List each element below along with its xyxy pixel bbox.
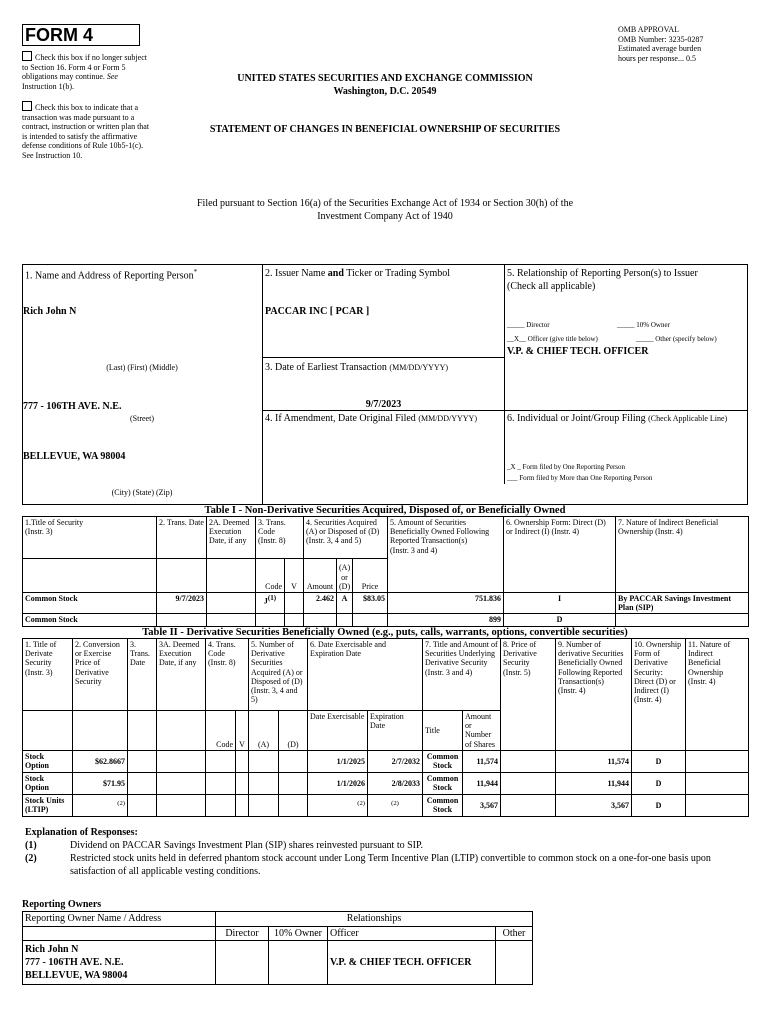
box6-label (507, 413, 745, 426)
table-row (23, 941, 533, 985)
t2-sub-exp: Expiration Date (368, 711, 423, 751)
t1-r0-price: $83.05 (353, 593, 388, 614)
officer-title: V.P. & CHIEF TECH. OFFICER (507, 346, 649, 357)
relationship-director[interactable]: _____ Director (507, 321, 550, 329)
t1-r0-title: Common Stock (23, 593, 157, 614)
filed-line-1: Filed pursuant to Section 16(a) of the Securities Exchange Act of 1934 or Section 30(h) of the (196, 198, 574, 209)
t2-r0-exer: 1/1/2025 (308, 750, 368, 772)
t2-r2-c3 (128, 794, 157, 816)
box5-label-text: 5. Relationship of Reporting Person(s) to Issuer (507, 268, 698, 279)
t2-r2-nature (686, 794, 749, 816)
t2-h8: 8. Price of Derivative Security (Instr. 5) (501, 639, 556, 751)
t2-h4: 4. Trans. Code (Instr. 8) (206, 639, 249, 711)
t2-r1-form: D (632, 772, 686, 794)
t2-r2-title: Stock Units (LTIP) (23, 794, 73, 816)
t2-r0-title: Stock Option (23, 750, 73, 772)
t2-r1-a (249, 772, 279, 794)
t1-h7: 7. Nature of Indirect Beneficial Ownership (Instr. 4) (616, 517, 749, 593)
t2-sub-empty3 (128, 711, 157, 751)
owners-sub-empty (23, 926, 216, 941)
owners-col-name: Reporting Owner Name / Address (23, 912, 216, 927)
box2-label-and: and (327, 268, 344, 279)
t2-r2-price8 (501, 794, 556, 816)
t1-h1: 1.Title of Security (Instr. 3) (23, 517, 157, 559)
t1-sub-price: Price (353, 559, 388, 593)
box3-label (265, 362, 505, 375)
t2-h5: 5. Number of Derivative Securities Acquired (A) or Disposed of (D) (Instr. 3, 4 and 5) (249, 639, 308, 711)
t2-h7: 7. Title and Amount of Securities Underlying Derivative Security (Instr. 3 and 4) (423, 639, 501, 711)
t1-r1-owned: 899 (388, 614, 504, 626)
t1-sub-empty2 (157, 559, 207, 593)
t1-sub-aord: (A) or (D) (337, 559, 353, 593)
box3-label-small: (MM/DD/YYYY) (389, 363, 449, 372)
t1-r1-title: Common Stock (23, 614, 157, 626)
checkbox1-see: See (106, 72, 118, 82)
owner-officer: V.P. & CHIEF TECH. OFFICER (328, 941, 496, 985)
t1-r1-price (353, 614, 388, 626)
table2-title: Table II - Derivative Securities Beneficially Owned (e.g., puts, calls, warrants, options, convertible securities) (142, 627, 628, 638)
owner-name-address (23, 941, 216, 985)
owners-col-relationships: Relationships (216, 912, 533, 927)
t2-r0-owned: 11,574 (556, 750, 632, 772)
omb-line-2: OMB Number: 3235-0287 (618, 34, 704, 44)
agency-location: Washington, D.C. 20549 (333, 86, 437, 97)
checkbox-no-longer-subject (22, 51, 152, 91)
t1-r0-code-note: (1) (267, 594, 277, 602)
reporting-person-street: 777 - 106TH AVE. N.E. (23, 401, 122, 412)
t2-h9: 9. Number of derivative Securities Beneficially Owned Following Reported Transaction(s) (Instr. 4) (556, 639, 632, 751)
box1-label-mark: * (193, 268, 198, 276)
t2-r0-exp: 2/7/2032 (368, 750, 423, 772)
box1-label (25, 268, 260, 283)
table2 (22, 638, 749, 817)
t2-r0-price: $62.8667 (73, 750, 128, 772)
t2-r2-d (279, 794, 308, 816)
t1-r0-v (285, 593, 304, 614)
t2-sub-empty1 (23, 711, 73, 751)
t2-r2-price (73, 794, 128, 816)
t2-h11: 11. Nature of Indirect Beneficial Ownership (Instr. 4) (686, 639, 749, 751)
t2-r2-exp-note: (2) (391, 799, 399, 807)
t1-h3: 3. Trans. Code (Instr. 8) (256, 517, 304, 559)
t1-r1-form: D (504, 614, 616, 626)
t2-r2-v (236, 794, 249, 816)
t1-r1-code (256, 614, 285, 626)
explanation-title: Explanation of Responses: (25, 827, 138, 838)
owners-col-other: Other (496, 926, 533, 941)
t1-sub-empty1 (23, 559, 157, 593)
t1-sub-code: Code (256, 559, 285, 593)
explanation-num-1: (1) (25, 840, 37, 851)
earliest-transaction-date: 9/7/2023 (365, 399, 402, 410)
box5-label-text2: (Check all applicable) (507, 280, 596, 292)
t1-r1-deemed (207, 614, 256, 626)
relationship-other[interactable]: _____ Other (specify below) (636, 335, 717, 343)
t1-r0-owned: 751.836 (388, 593, 504, 614)
t2-r1-code (206, 772, 236, 794)
box2-label-b: Ticker or Trading Symbol (346, 268, 451, 279)
t1-r0-aord: A (337, 593, 353, 614)
t2-r2-exer-note: (2) (357, 799, 366, 807)
checkbox-rule-10b5 (22, 101, 152, 161)
t2-r2-uamt: 3,567 (463, 794, 501, 816)
t1-r0-amount: 2.462 (304, 593, 337, 614)
t2-r0-code (206, 750, 236, 772)
t2-r2-code (206, 794, 236, 816)
t2-r0-nature (686, 750, 749, 772)
box6-label-text: 6. Individual or Joint/Group Filing (507, 413, 646, 424)
t2-sub-empty2 (73, 711, 128, 751)
filing-multiple[interactable]: ___ Form filed by More than One Reporting Person (507, 474, 653, 482)
t2-r2-exp (368, 794, 423, 816)
checkbox1-text: Check this box if no longer subject to Section 16. Form 4 or Form 5 obligations may continue. (22, 53, 147, 82)
t2-h1: 1. Title of Derivate Security (Instr. 3) (23, 639, 73, 711)
t2-r1-utitle: Common Stock (423, 772, 463, 794)
t2-r2-price-note: (2) (117, 799, 125, 807)
street-caption: (Street) (130, 414, 154, 423)
t1-h2: 2. Trans. Date (157, 517, 207, 559)
t2-r0-utitle: Common Stock (423, 750, 463, 772)
owner-city: BELLEVUE, WA 98004 (25, 970, 128, 981)
box4-label-small: (MM/DD/YYYY) (418, 414, 477, 423)
t2-r1-exp: 2/8/2033 (368, 772, 423, 794)
box5-label (507, 268, 745, 293)
t2-sub-exer: Date Exercisable (308, 711, 368, 751)
box4-label-text: 4. If Amendment, Date Original Filed (265, 413, 416, 424)
omb-line-1: OMB APPROVAL (618, 25, 679, 34)
checkbox1-instr: Instruction 1(b). (22, 81, 74, 91)
reporting-owners-title: Reporting Owners (22, 899, 102, 910)
statement-title: STATEMENT OF CHANGES IN BENEFICIAL OWNERSHIP OF SECURITIES (209, 124, 561, 135)
t2-r1-exer: 1/1/2026 (308, 772, 368, 794)
t1-h5: 5. Amount of Securities Beneficially Owned Following Reported Transaction(s) (Instr. 3 and 4) (388, 517, 504, 593)
t1-r0-deemed (207, 593, 256, 614)
t1-r0-date: 9/7/2023 (157, 593, 207, 614)
box4-label (265, 413, 510, 426)
owners-col-director: Director (216, 926, 269, 941)
t2-r2-c3a (157, 794, 206, 816)
t2-r1-c3 (128, 772, 157, 794)
owner-director (216, 941, 269, 985)
owners-col-ten-pct: 10% Owner (269, 926, 328, 941)
explanation-text-1: Dividend on PACCAR Savings Investment Plan (SIP) shares reinvested pursuant to SIP. (70, 840, 423, 851)
t2-r0-v (236, 750, 249, 772)
reporting-person-name: Rich John N (23, 306, 77, 317)
t2-h3a: 3A. Deemed Execution Date, if any (157, 639, 206, 711)
owner-street: 777 - 106TH AVE. N.E. (25, 957, 124, 968)
t2-r1-uamt: 11,944 (463, 772, 501, 794)
t2-r0-d (279, 750, 308, 772)
t1-h4: 4. Securities Acquired (A) or Disposed of (D) (Instr. 3, 4 and 5) (304, 517, 388, 559)
t1-sub-amount: Amount (304, 559, 337, 593)
table1 (22, 516, 749, 627)
t1-r0-nature: By PACCAR Savings Investment Plan (SIP) (616, 593, 749, 614)
name-caption: (Last) (First) (Middle) (106, 363, 178, 372)
t2-r2-utitle: Common Stock (423, 794, 463, 816)
t2-h3: 3. Trans. Date (128, 639, 157, 711)
t2-sub-code: Code (206, 711, 236, 751)
omb-approval (618, 25, 758, 63)
checkbox2-text: Check this box to indicate that a transaction was made pursuant to a contract, instruction or written plan that is intended to satisfy the affirmative defense conditions of Rule 10b5-1(c). See Instruction 10. (22, 103, 150, 160)
t2-sub-a: (A) (249, 711, 279, 751)
box3-label-text: 3. Date of Earliest Transaction (265, 362, 387, 373)
table-row (23, 750, 749, 772)
t2-r0-a (249, 750, 279, 772)
t2-h6: 6. Date Exercisable and Expiration Date (308, 639, 423, 711)
table-row (23, 772, 749, 794)
reporting-owners-table (22, 911, 533, 985)
filed-pursuant (120, 198, 650, 223)
t2-r1-d (279, 772, 308, 794)
table-row (23, 593, 749, 614)
t2-r0-uamt: 11,574 (463, 750, 501, 772)
relationship-officer[interactable]: __X__ Officer (give title below) (507, 335, 598, 343)
box2-label (265, 268, 503, 281)
t2-sub-v: V (236, 711, 249, 751)
table-row (23, 614, 749, 626)
t2-r2-a (249, 794, 279, 816)
city-caption: (City) (State) (Zip) (111, 488, 173, 497)
t2-r1-c3a (157, 772, 206, 794)
agency-name: UNITED STATES SECURITIES AND EXCHANGE COMMISSION (237, 73, 533, 84)
t2-r1-owned: 11,944 (556, 772, 632, 794)
relationship-ten-pct[interactable]: _____ 10% Owner (617, 321, 670, 329)
t1-sub-v: V (285, 559, 304, 593)
t2-r2-form: D (632, 794, 686, 816)
t2-r0-form: D (632, 750, 686, 772)
t1-r1-date (157, 614, 207, 626)
t2-r1-v (236, 772, 249, 794)
t1-r1-nature (616, 614, 749, 626)
table-row (23, 794, 749, 816)
t2-r1-price: $71.95 (73, 772, 128, 794)
omb-line-4: hours per response... 0.5 (618, 53, 696, 63)
t1-sub-empty3 (207, 559, 256, 593)
owner-name: Rich John N (25, 944, 79, 955)
issuer-name: PACCAR INC [ PCAR ] (265, 306, 370, 317)
box6-label-small: (Check Applicable Line) (648, 414, 728, 423)
t2-r0-c3 (128, 750, 157, 772)
t1-h2a: 2A. Deemed Execution Date, if any (207, 517, 256, 559)
owner-ten-pct (269, 941, 328, 985)
t2-h10: 10. Ownership Form of Derivative Security: Direct (D) or Indirect (I) (Instr. 4) (632, 639, 686, 751)
filing-one-person[interactable]: _X _ Form filed by One Reporting Person (507, 463, 626, 471)
t2-sub-title: Title (423, 711, 463, 751)
owners-col-officer: Officer (328, 926, 496, 941)
no-longer-subject-checkbox[interactable] (22, 51, 32, 61)
t2-sub-amt: Amount or Number of Shares (463, 711, 501, 751)
t2-r1-title: Stock Option (23, 772, 73, 794)
t2-sub-empty4 (157, 711, 206, 751)
t2-sub-d: (D) (279, 711, 308, 751)
omb-line-3: Estimated average burden (618, 44, 702, 54)
t2-r2-exer (308, 794, 368, 816)
filed-line-2: Investment Company Act of 1940 (317, 210, 453, 222)
box2-label-a: 2. Issuer Name (265, 268, 326, 279)
rule-10b5-checkbox[interactable] (22, 101, 32, 111)
t2-r0-price8 (501, 750, 556, 772)
t2-r2-owned: 3,567 (556, 794, 632, 816)
t2-r1-price8 (501, 772, 556, 794)
t2-h2: 2. Conversion or Exercise Price of Derivative Security (73, 639, 128, 711)
t1-r0-code-value: J (263, 596, 268, 606)
t2-r1-nature (686, 772, 749, 794)
table1-title: Table I - Non-Derivative Securities Acquired, Disposed of, or Beneficially Owned (204, 505, 566, 516)
t1-r0-form: I (504, 593, 616, 614)
box1-label-text: 1. Name and Address of Reporting Person (25, 270, 194, 282)
form-title: FORM 4 (22, 24, 140, 46)
explanation-text-2: Restricted stock units held in deferred phantom stock account under Long Term Incentive Plan (LTIP) convertible to common stock on a one-for-one basis upon satisfaction of all applicable vesting conditions. (70, 853, 711, 877)
t1-r0-code (256, 593, 285, 614)
t1-r1-amount (304, 614, 337, 626)
t2-r0-c3a (157, 750, 206, 772)
reporting-person-city: BELLEVUE, WA 98004 (23, 451, 126, 462)
explanation-num-2: (2) (25, 853, 37, 864)
t1-r1-v (285, 614, 304, 626)
owner-other (496, 941, 533, 985)
t1-r1-aord (337, 614, 353, 626)
t1-h6: 6. Ownership Form: Direct (D) or Indirect (I) (Instr. 4) (504, 517, 616, 593)
